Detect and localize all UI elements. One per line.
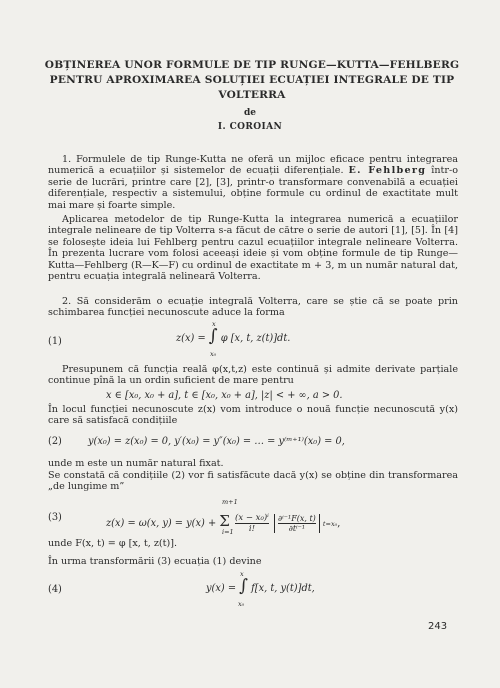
sum-lower: i=1 (222, 528, 234, 536)
paper-title (28, 58, 476, 103)
equation-4-rhs: f[x, t, y(t)]dt, (251, 583, 315, 594)
author-fehlberg: E. Fehlberg (348, 165, 427, 177)
equation-3-lhs: z(x) = ω(x, y) = y(x) + (106, 518, 217, 529)
title-line-1: OBȚINEREA UNOR FORMULE DE TIP RUNGE—KUTTA—FEHLBERG (44, 59, 460, 71)
paragraph-6: unde m este un număr natural fixat. (48, 458, 224, 469)
equation-1-lower: x₀ (210, 350, 217, 358)
equation-4-lhs: y(x) = (206, 583, 237, 594)
byline-de: de (243, 108, 257, 118)
sum-upper: m+1 (222, 498, 238, 506)
title-line-3: VOLTERRA (218, 89, 286, 101)
fraction-numerator: (x − x₀)ⁱ (235, 513, 269, 523)
equation-1-number: (1) (48, 336, 62, 347)
integral-sign: ∫ (208, 326, 218, 346)
derivative-denominator: ∂tⁱ⁻¹ (288, 524, 306, 533)
paragraph-8: unde F(x, t) = φ [x, t, z(t)]. (48, 538, 178, 549)
paragraph-9: În urma transformării (3) ecuația (1) devine (48, 556, 262, 567)
equation-4-lower: x₀ (238, 600, 245, 608)
equation-2: y(x₀) = z(x₀) = 0, y′(x₀) = y″(x₀) = … = y⁽ᵐ⁺¹⁾(x₀) = 0, (88, 436, 345, 447)
derivative-numerator: ∂ⁱ⁻¹F(x, t) (278, 514, 316, 523)
equation-4-upper: x (240, 570, 244, 578)
equation-1 (176, 320, 291, 358)
equation-3-derivative (274, 514, 320, 533)
fraction-denominator: i! (248, 524, 256, 534)
domain-conditions: x ∈ [x₀, x₀ + a], t ∈ [x₀, x₀ + a], |z| < + ∞, a > 0. (106, 390, 343, 401)
equation-3: z(x) = ω(x, y) = y(x) + Σ $\frac{\text{(x − x₀)ⁱ}}{i!}$ $\frac{\text{∂ⁱ⁻¹F(x, t)}}{\text{∂tⁱ⁻¹}}$ t=x₀, m+1 i=1 (106, 498, 341, 536)
paragraph-4: Presupunem că funcția reală φ(x,t,z) este continuă și admite derivate parțiale continue pînă la un ordin suficient de mare pentru (48, 364, 458, 387)
title-line-2: PENTRU APROXIMAREA SOLUȚIEI ECUAȚIEI INTEGRALE DE TIP (49, 74, 455, 86)
author-name: I. COROIAN (217, 122, 283, 132)
equation-4-number: (4) (48, 584, 62, 595)
paragraph-1 (48, 154, 458, 211)
evaluation-subscript: t=x₀ (322, 520, 338, 528)
paragraph-5: În locul funcției necunoscute z(x) vom introduce o nouă funcție necunoscută y(x) care să satisfacă condițiile (48, 404, 458, 427)
paragraph-1-rest: într-o serie de lucrări, printre care [2], [3], printr-o transformare convenabilă a ecuației diferențiale, respectiv a sistemului, obține formule cu ordinul de exactitate mult mai mare și foarte simple. (48, 165, 458, 211)
sum-sign: Σ (219, 512, 230, 530)
paragraph-2: Aplicarea metodelor de tip Runge-Kutta la integrarea numerică a ecuațiilor integrale nelineare de tip Volterra s-a făcut de către o serie de autori [1], [5]. În [4] se folosește ideia lui Fehlberg pentru cazul ecuațiilor integrale nelineare Volterra. În prezenta lucrare vom folosi aceeași ideie și vom obține formule de tip Runge—Kutta—Fehlberg (R—K—F) cu ordinul de exactitate m + 3, m un număr natural dat, pentru ecuația integrală nelineară Volterra. (48, 214, 458, 283)
paragraph-7: Se constată că condițiile (2) vor fi satisfăcute dacă y(x) se obține din transformarea „de lungime m” (48, 470, 458, 493)
equation-4 (206, 570, 315, 608)
paragraph-1-text: 1. Formulele de tip Runge-Kutta ne oferă un mijloc eficace pentru integrarea numerică a ecuațiilor și sistemelor de ecuații diferențiale. (48, 154, 458, 177)
equation-2-number: (2) (48, 436, 62, 447)
equation-1-upper: x (212, 320, 216, 328)
equation-1-lhs: z(x) = (176, 333, 206, 344)
page-number: 243 (428, 621, 448, 632)
equation-3-number: (3) (48, 512, 62, 523)
equation-3-fraction (235, 513, 269, 534)
equation-1-rhs: φ [x, t, z(t)]dt. (220, 333, 291, 344)
paragraph-3: 2. Să considerăm o ecuație integrală Volterra, care se știe că se poate prin schimbarea funcției necunoscute aduce la forma (48, 296, 458, 319)
integral-sign-2: ∫ (239, 576, 249, 596)
